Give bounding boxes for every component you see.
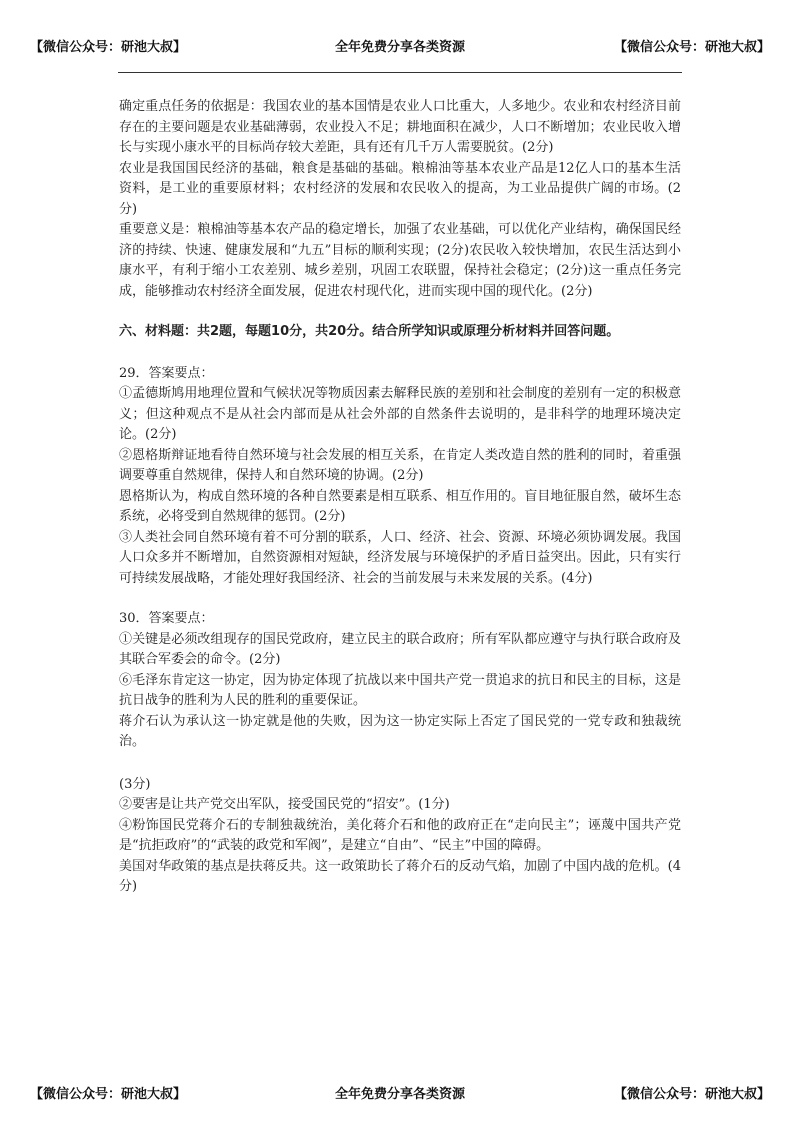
- paragraph: ②要害是让共产党交出军队，接受国民党的“招安”。(1分): [119, 797, 450, 812]
- page-footer: [0, 1083, 800, 1107]
- question-30-title: 30．答案要点：: [119, 611, 214, 626]
- paragraph: 恩格斯认为，构成自然环境的各种自然要素是相互联系、相互作用的。盲目地征服自然，破坏生态系统，必将受到自然规律的惩罚。(2分): [119, 488, 681, 524]
- section-title: 六、材料题：共2题，每题10分，共20分。结合所学知识或原理分析材料并回答问题。: [119, 324, 620, 339]
- paragraph: ③人类社会同自然环境有着不可分割的联系，人口、经济、社会、资源、环境必须协调发展。我国人口众多并不断增加，自然资源相对短缺，经济发展与环境保护的矛盾日益突出。因此，只有实行可持续发展战略，才能处理好我国经济、社会的当前发展与未来发展的关系。(4分): [119, 529, 681, 586]
- header-left-text: 【微信公众号：研池大叔】: [30, 40, 187, 55]
- document-body: [119, 97, 681, 898]
- paragraph: ①孟德斯鸠用地理位置和气候状况等物质因素去解释民族的差别和社会制度的差别有一定的积极意义；但这种观点不是从社会内部而是从社会外部的自然条件去说明的，是非科学的地理环境决定论。(2分): [119, 386, 681, 442]
- page-header: [0, 36, 800, 60]
- header-right-text: 【微信公众号：研池大叔】: [613, 40, 770, 55]
- footer-left-text: 【微信公众号：研池大叔】: [30, 1087, 187, 1102]
- paragraph: 农业是我国国民经济的基础，粮食是基础的基础。粮棉油等基本农业产品是12亿人口的基本生活资料，是工业的重要原材料；农村经济的发展和农民收入的提高，为工业品提供广阔的市场。(2分): [119, 160, 681, 217]
- paragraph: ⑥毛泽东肯定这一协定，因为协定体现了抗战以来中国共产党一贯追求的抗日和民主的目标，这是抗日战争的胜利为人民的胜利的重要保证。: [119, 672, 681, 708]
- paragraph: 蒋介石认为承认这一协定就是他的失败，因为这一协定实际上否定了国民党的一党专政和独裁统治。: [119, 713, 681, 749]
- question-29-title: 29．答案要点：: [119, 365, 214, 381]
- paragraph: 美国对华政策的基点是扶蒋反共。这一政策助长了蒋介石的反动气焰，加剧了中国内战的危机。(4分): [119, 858, 681, 894]
- paragraph: ②恩格斯辩证地看待自然环境与社会发展的相互关系，在肯定人类改造自然的胜利的同时，着重强调要尊重自然规律，保持人和自然环境的协调。(2分): [119, 447, 681, 483]
- score-note: (3分): [119, 776, 151, 792]
- header-divider: [118, 72, 682, 73]
- paragraph: ①关键是必须改组现存的国民党政府，建立民主的联合政府；所有军队都应遵守与执行联合政府及其联合军委会的命令。(2分): [119, 631, 681, 667]
- footer-center-text: 全年免费分享各类资源: [334, 1087, 465, 1102]
- paragraph: 确定重点任务的依据是：我国农业的基本国情是农业人口比重大，人多地少。农业和农村经济目前存在的主要问题是农业基础薄弱，农业投入不足；耕地面积在减少，人口不断增加；农业民收入增长与实现小康水平的目标尚存较大差距，具有还有几千万人需要脱贫。(2分): [119, 99, 681, 155]
- paragraph: ④粉饰国民党蒋介石的专制独裁统治，美化蒋介石和他的政府正在“走向民主”；诬蔑中国共产党是“抗拒政府”的“武装的政党和军阀”，是建立“自由”、“民主”中国的障碍。: [119, 817, 681, 853]
- header-center-text: 全年免费分享各类资源: [334, 40, 465, 55]
- paragraph: 重要意义是：粮棉油等基本农产品的稳定增长，加强了农业基础，可以优化产业结构，确保国民经济的持续、快速、健康发展和“九五”目标的顺利实现；(2分)农民收入较快增加，农民生活达到小康水平，有利于缩小工农差别、城乡差别，巩固工农联盟，保持社会稳定；(2分)这一重点任务完成，能够推动农村经济全面发展，促进农村现代化，进而实现中国的现代化。(2分): [119, 222, 681, 299]
- footer-right-text: 【微信公众号：研池大叔】: [613, 1087, 770, 1102]
